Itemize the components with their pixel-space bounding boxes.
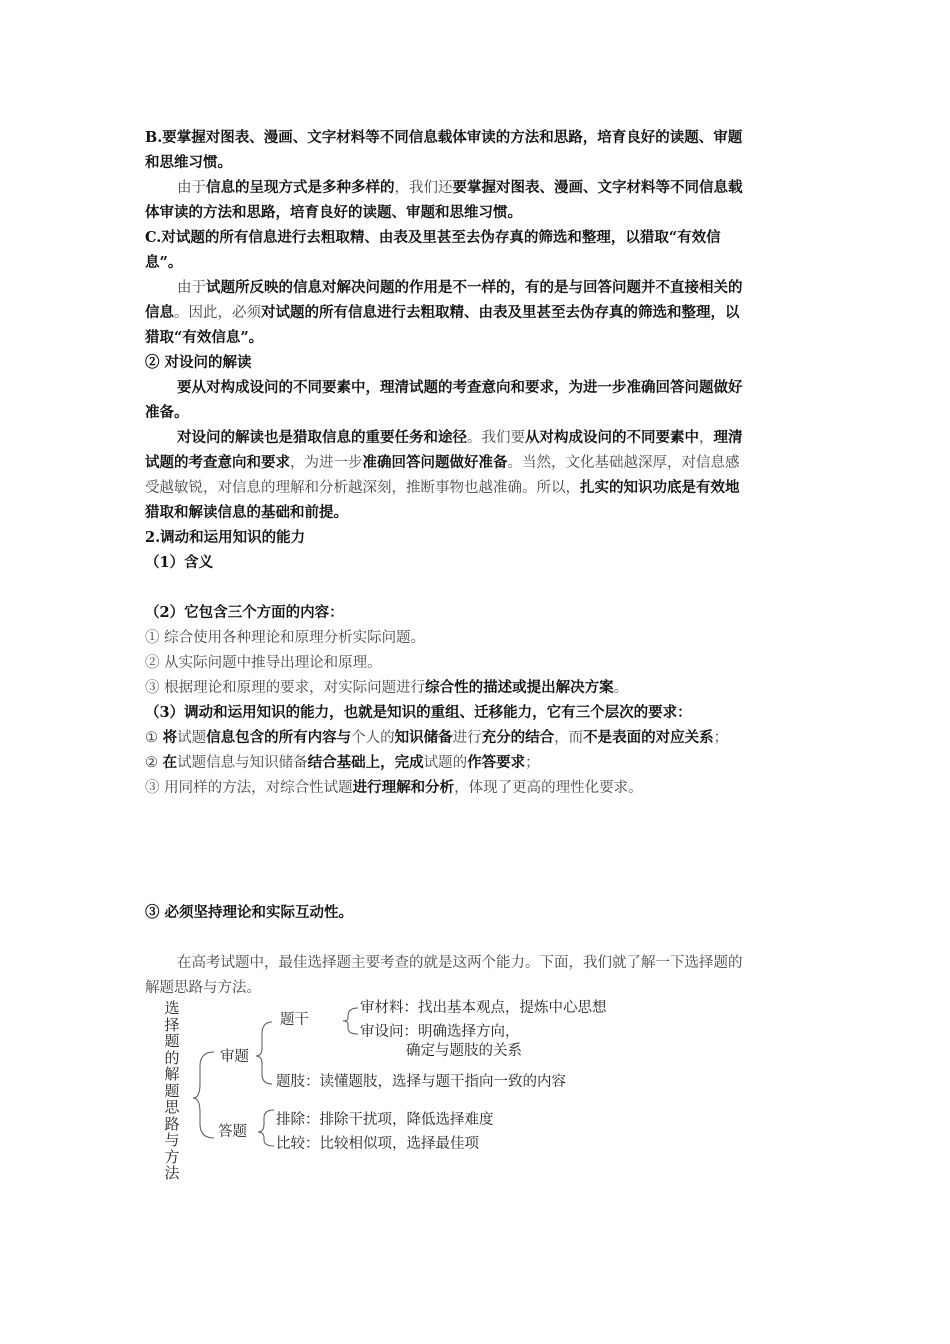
section-2-bold-line1: 要从对构成设问的不同要素中，理清试题的考查意向和要求，为进一步准确回答问题做好 (177, 379, 743, 396)
node-shen-shewen: 审设问：明确选择方向， (360, 1024, 520, 1040)
node-bijiao: 比较：比较相似项，选择最佳项 (276, 1136, 479, 1152)
section-c-paragraph-line2: 信息。因此，必须对试题的所有信息进行去粗取精、由表及里甚至去伪存真的筛选和整理，以 (145, 304, 740, 321)
title-char: 择 (164, 1015, 180, 1034)
title-char: 解 (164, 1065, 180, 1083)
ability-req3: ③ 用同样的方法，对综合性试题进行理解和分析，体现了更高的理性化要求。 (145, 779, 643, 796)
ability-item2: ② 从实际问题中推导出理论和原理。 (145, 655, 382, 671)
section-b-paragraph-line1: 由于信息的呈现方式是多种多样的，我们还要掌握对图表、漫画、文字材料等不同信息载 (177, 179, 743, 196)
title-char: 方 (164, 1147, 180, 1166)
title-char: 题 (164, 1032, 180, 1050)
node-tizhi: 题肢：读懂题肢，选择与题干指向一致的内容 (276, 1074, 566, 1090)
section-b-heading-line1: B.要掌握对图表、漫画、文字材料等不同信息载体审读的方法和思路，培育良好的读题、审题 (145, 129, 743, 146)
ability-item1: ① 综合使用各种理论和原理分析实际问题。 (145, 630, 426, 646)
section-2-paragraph-line3: 受越敏锐，对信息的理解和分析越深刻，推断事物也越准确。所以，扎实的知识功底是有效地 (145, 479, 740, 496)
ability-req1: ① 将试题信息包含的所有内容与个人的知识储备进行充分的结合，而不是表面的对应关系； (145, 729, 729, 746)
shenti-brace (256, 1022, 272, 1084)
section-2-heading: ② 对设问的解读 (145, 354, 252, 371)
ability-sub1: （1）含义 (145, 554, 214, 571)
title-char: 思 (164, 1098, 180, 1116)
tigan-brace (343, 1008, 358, 1034)
ability-sub2: （2）它包含三个方面的内容： (145, 604, 344, 621)
ability-heading: 2.调动和运用知识的能力 (145, 529, 306, 546)
ability-req2: ② 在试题信息与知识储备结合基础上，完成试题的作答要求； (145, 754, 540, 771)
ability-sub3: （3）调动和运用知识的能力，也就是知识的重组、迁移能力，它有三个层次的要求： (145, 704, 692, 721)
section-2-bold-line2: 准备。 (145, 404, 189, 421)
title-char: 路 (164, 1114, 180, 1133)
ability-item3: ③ 根据理论和原理的要求，对实际问题进行综合性的描述或提出解决方案。 (145, 679, 629, 696)
section-3-paragraph-line1: 在高考试题中，最佳选择题主要考查的就是这两个能力。下面，我们就了解一下选择题的 (177, 955, 743, 971)
node-tigan: 题干 (280, 1012, 309, 1028)
node-dati: 答题 (218, 1124, 247, 1140)
section-c-paragraph-line1: 由于试题所反映的信息对解决问题的作用是不一样的，有的是与回答问题并不直接相关的 (177, 279, 743, 296)
section-2-paragraph-line4: 猎取和解读信息的基础和前提。 (145, 504, 348, 521)
section-3-heading: ③ 必须坚持理论和实际互动性。 (145, 904, 354, 921)
node-shewen-cont: 确定与题肢的关系 (406, 1043, 522, 1059)
title-char: 法 (164, 1164, 180, 1182)
section-3-paragraph-line2: 解题思路与方法。 (145, 980, 261, 996)
section-c-paragraph-line3: 猎取“有效信息”。 (145, 329, 264, 346)
section-b-heading-line2: 和思维习惯。 (145, 154, 232, 171)
title-char: 的 (164, 1048, 180, 1067)
title-char: 与 (164, 1131, 180, 1149)
main-brace (193, 1052, 214, 1138)
section-c-heading-line1: C.对试题的所有信息进行去粗取精、由表及里甚至去伪存真的筛选和整理，以猎取“有效信 (145, 229, 721, 246)
node-shen-cailiao: 审材料：找出基本观点，提炼中心思想 (360, 1000, 607, 1016)
node-paichu: 排除：排除干扰项，降低选择难度 (276, 1112, 494, 1128)
section-c-heading-line2: 息”。 (145, 254, 183, 271)
dati-brace (258, 1110, 274, 1146)
title-char: 选 (164, 999, 180, 1017)
section-2-paragraph-line2: 试题的考查意向和要求，为进一步准确回答问题做好准备。当然，文化基础越深厚，对信息感 (145, 454, 740, 471)
node-shenti: 审题 (220, 1049, 249, 1065)
section-2-paragraph-line1: 对设问的解读也是猎取信息的重要任务和途径。我们要从对构成设问的不同要素中，理清 (177, 429, 743, 446)
title-char: 题 (164, 1081, 180, 1100)
section-b-paragraph-line2: 体审读的方法和思路，培育良好的读题、审题和思维习惯。 (145, 204, 522, 221)
